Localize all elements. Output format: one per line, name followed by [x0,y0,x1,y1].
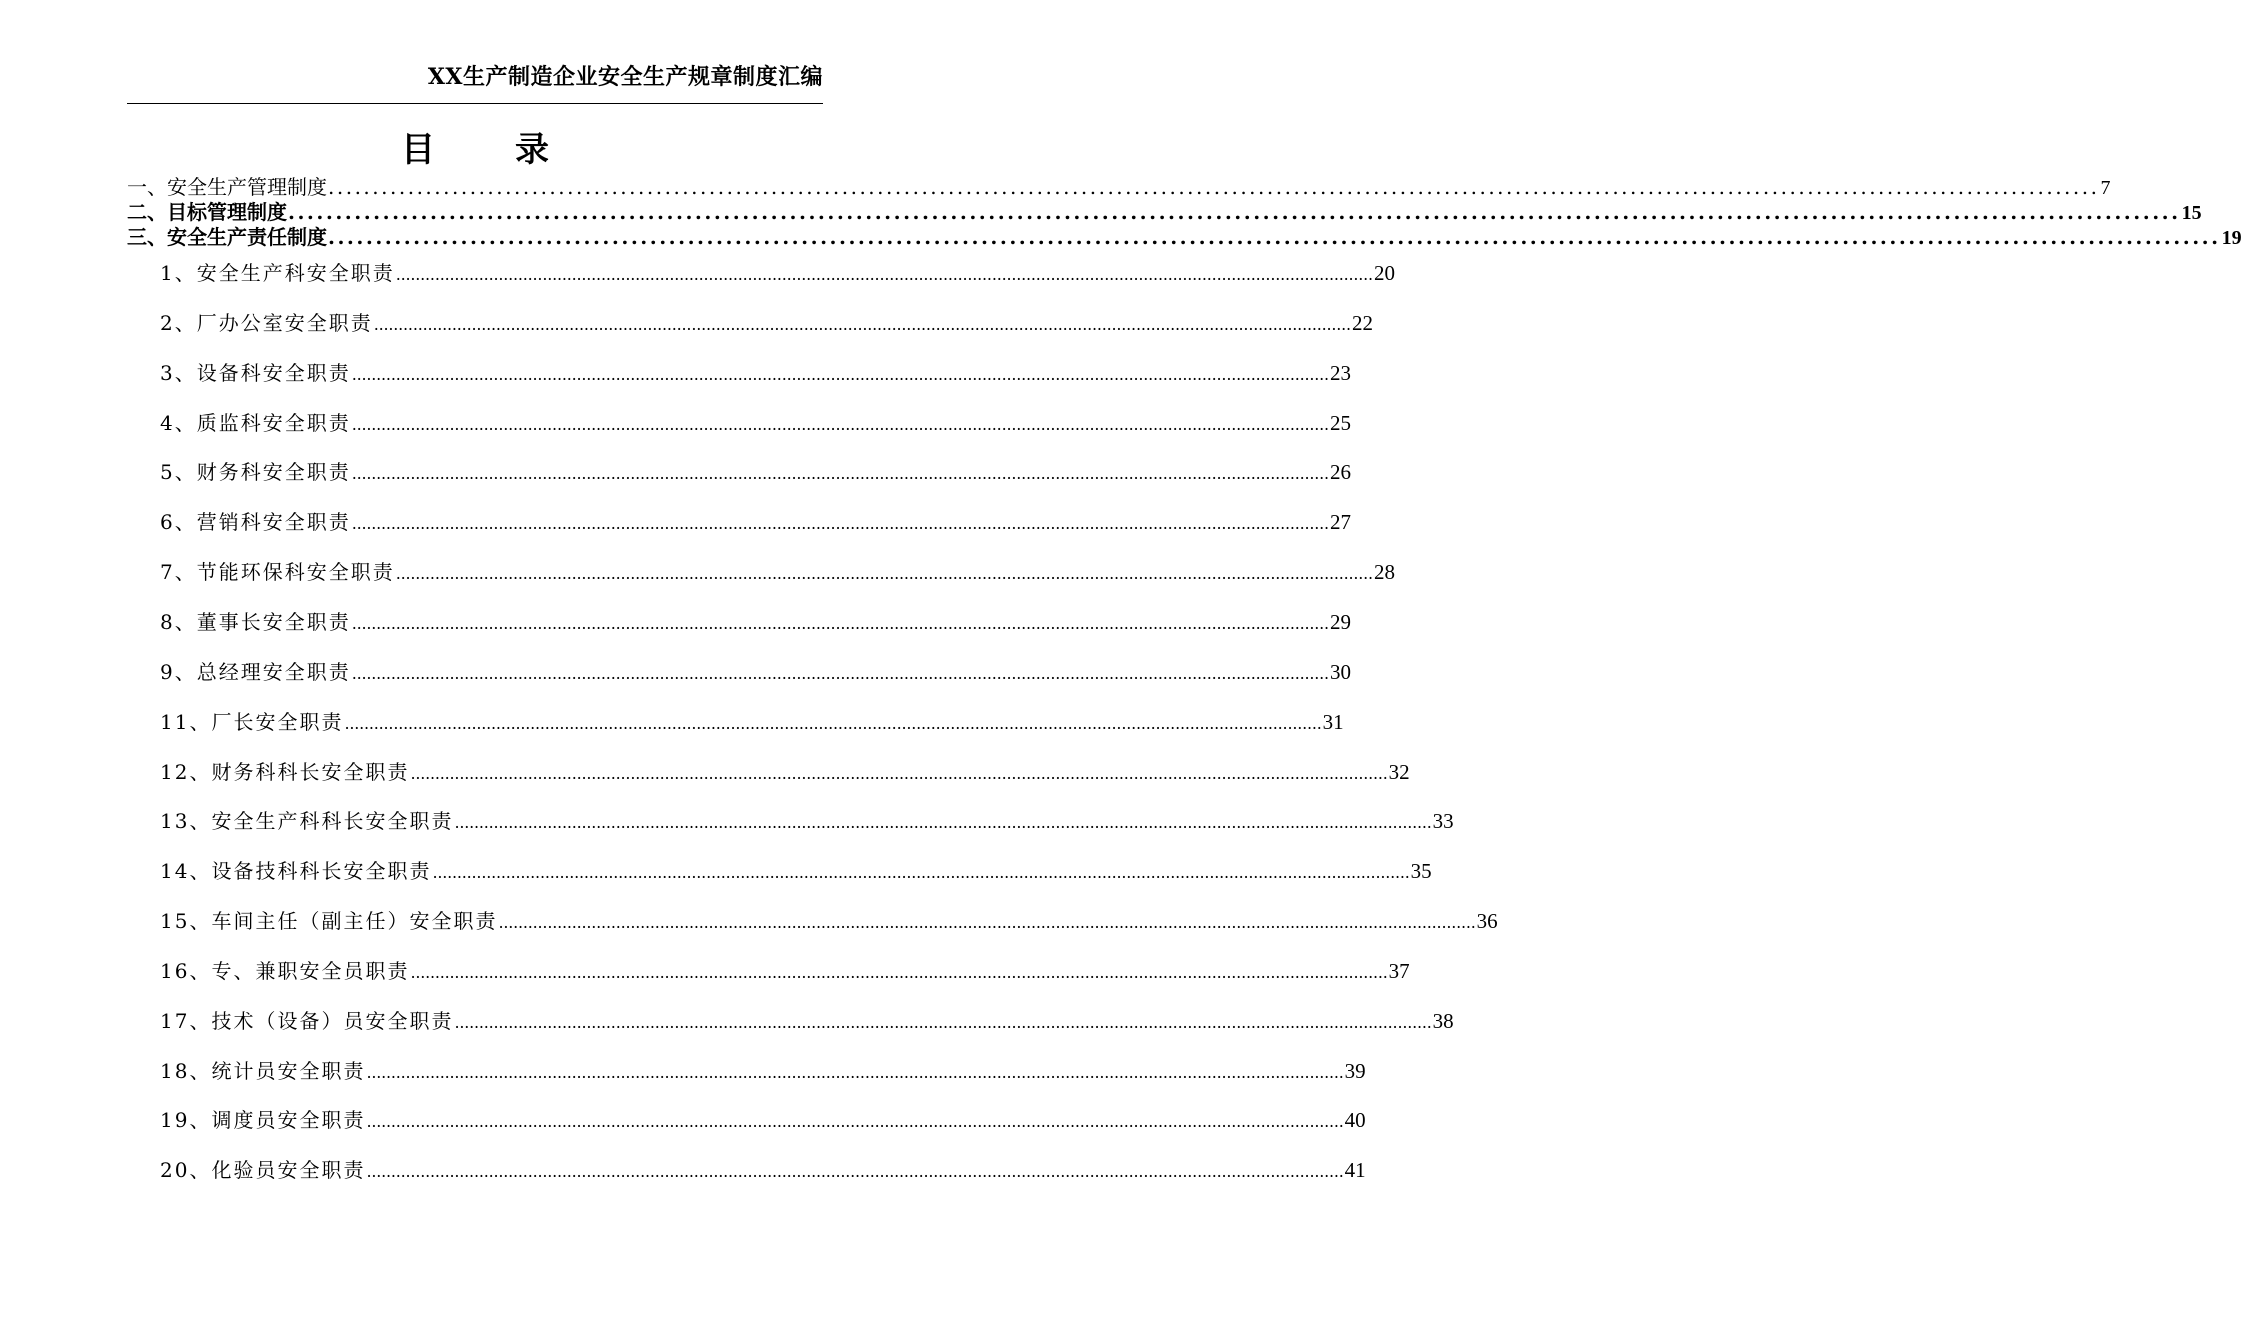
toc-item-entry[interactable] [160,759,1410,787]
toc-entry-label: 15、车间主任（副主任）安全职责 [160,909,498,933]
toc-page-number: 7 [2100,177,2111,199]
toc-page-number: 26 [1329,460,1351,484]
toc-page-number: 30 [1329,660,1351,684]
toc-item-entry[interactable] [160,808,1454,836]
toc-entry-label: 7、节能环保科安全职责 [160,560,395,584]
toc-entry-label: 三、安全生产责任制度 [127,225,327,249]
toc-page-number: 15 [2181,202,2202,224]
page-header [127,62,823,104]
toc-page-number: 41 [1344,1158,1366,1182]
toc-page-number: 19 [2221,227,2242,249]
dot-leader: ........................................................................................................................................................................................................ [366,1112,1344,1131]
toc-entry-label: 11、厂长安全职责 [160,710,344,734]
toc-entry-label: 18、统计员安全职责 [160,1059,366,1083]
dot-leader: ........................................................................................................................................................................................................ [454,813,1432,832]
dot-leader: ........................................................................................................................................................................................................ [351,365,1329,384]
dot-leader: ........................................................................................................................................................................................................ [351,464,1329,483]
toc-entry-label: 17、技术（设备）员安全职责 [160,1009,454,1033]
dot-leader: ........................................................................................................................................................................................................ [328,225,2221,249]
dot-leader: ........................................................................................................................................................................................................ [366,1063,1344,1082]
toc-page-number: 37 [1388,959,1410,983]
toc-page-number: 20 [1373,261,1395,285]
dot-leader: ........................................................................................................................................................................................................ [410,764,1388,783]
toc-entry-label: 12、财务科科长安全职责 [160,760,410,784]
toc-section-entry[interactable] [127,200,2202,225]
document-title: XX生产制造企业安全生产规章制度汇编 [427,64,823,90]
toc-item-entry[interactable] [160,509,1351,537]
toc-entry-label: 14、设备技科科长安全职责 [160,859,432,883]
toc-item-entry[interactable] [160,459,1351,487]
toc-entry-label: 6、营销科安全职责 [160,510,351,534]
dot-leader: ........................................................................................................................................................................................................ [351,614,1329,633]
dot-leader: ........................................................................................................................................................................................................ [498,913,1476,932]
dot-leader: ........................................................................................................................................................................................................ [395,265,1373,284]
dot-leader: ........................................................................................................................................................................................................ [395,564,1373,583]
toc-item-entry[interactable] [160,1157,1366,1185]
toc-page-number: 23 [1329,361,1351,385]
toc-page-number: 39 [1344,1059,1366,1083]
toc-item-entry[interactable] [160,260,1395,288]
toc-entry-label: 一、安全生产管理制度 [127,175,327,199]
toc-item-entry[interactable] [160,609,1351,637]
toc-entry-label: 3、设备科安全职责 [160,361,351,385]
toc-item-entry[interactable] [160,360,1351,388]
toc-page-number: 38 [1432,1009,1454,1033]
toc-item-entry[interactable] [160,1107,1366,1135]
toc-page-number: 22 [1351,311,1373,335]
toc-page-number: 35 [1410,859,1432,883]
toc-entry-label: 9、总经理安全职责 [160,660,351,684]
toc-item-entry[interactable] [160,659,1351,687]
toc-entry-label: 16、专、兼职安全员职责 [160,959,410,983]
toc-section-entry[interactable] [127,175,2111,200]
toc-page-number: 40 [1344,1108,1366,1132]
toc-entry-label: 13、安全生产科科长安全职责 [160,809,454,833]
dot-leader: ........................................................................................................................................................................................................ [351,415,1329,434]
toc-entry-label: 二、目标管理制度 [127,200,287,224]
dot-leader: ........................................................................................................................................................................................................ [351,664,1329,683]
toc-entry-label: 4、质监科安全职责 [160,411,351,435]
toc-item-entry[interactable] [160,908,1498,936]
dot-leader: ........................................................................................................................................................................................................ [351,514,1329,533]
toc-page-number: 28 [1373,560,1395,584]
dot-leader: ........................................................................................................................................................................................................ [344,714,1322,733]
toc-heading [0,128,950,172]
toc-entry-label: 20、化验员安全职责 [160,1158,366,1182]
toc-item-entry[interactable] [160,410,1351,438]
dot-leader: ........................................................................................................................................................................................................ [454,1013,1432,1032]
toc-entry-label: 19、调度员安全职责 [160,1108,366,1132]
toc-item-entry[interactable] [160,310,1373,338]
dot-leader: ........................................................................................................................................................................................................ [410,963,1388,982]
toc-page-number: 31 [1322,710,1344,734]
toc-page-number: 36 [1476,909,1498,933]
toc-item-entry[interactable] [160,958,1410,986]
toc-page-number: 33 [1432,809,1454,833]
toc-item-entry[interactable] [160,709,1344,737]
toc-item-entry[interactable] [160,559,1395,587]
dot-leader: ........................................................................................................................................................................................................ [432,863,1410,882]
toc-item-entry[interactable] [160,858,1432,886]
dot-leader: ........................................................................................................................................................................................................ [373,315,1351,334]
toc-item-entry[interactable] [160,1058,1366,1086]
toc-page-number: 32 [1388,760,1410,784]
toc-heading-char-1: 目 [401,130,435,170]
toc-entry-label: 8、董事长安全职责 [160,610,351,634]
dot-leader: ........................................................................................................................................................................................................ [366,1162,1344,1181]
toc-entry-label: 5、财务科安全职责 [160,460,351,484]
toc-entry-label: 1、安全生产科安全职责 [160,261,395,285]
toc-section-entry[interactable] [127,225,2242,250]
toc-heading-char-2: 录 [515,130,549,170]
dot-leader: ........................................................................................................................................................................................................ [328,175,2100,199]
toc-page-number: 29 [1329,610,1351,634]
dot-leader: ........................................................................................................................................................................................................ [288,200,2181,224]
toc-item-entry[interactable] [160,1008,1454,1036]
toc-page-number: 27 [1329,510,1351,534]
toc-entry-label: 2、厂办公室安全职责 [160,311,373,335]
toc-page-number: 25 [1329,411,1351,435]
